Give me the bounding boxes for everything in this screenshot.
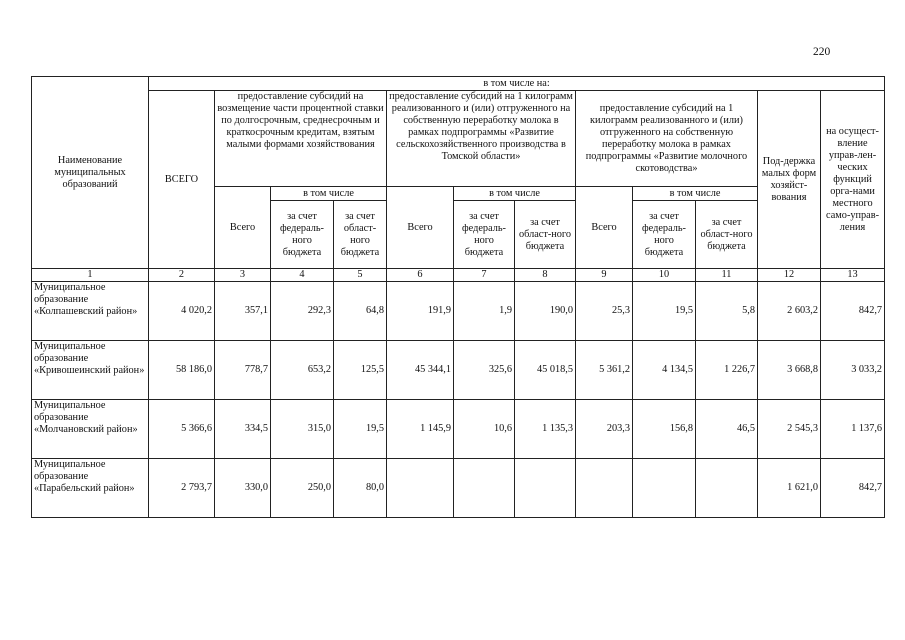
header-g2-all: Всего [387,187,454,269]
table-cell: 334,5 [215,400,271,459]
table-cell: 1 226,7 [696,341,758,400]
table-cell: 325,6 [454,341,515,400]
table-cell: 58 186,0 [149,341,215,400]
table-cell: 250,0 [271,459,334,518]
table-cell: 64,8 [334,282,387,341]
header-total: ВСЕГО [149,91,215,269]
table-cell: 46,5 [696,400,758,459]
table-cell: 19,5 [334,400,387,459]
header-support-small-farms: Под-держка малых форм хозяйст-вования [758,91,821,269]
table-cell: 45 018,5 [515,341,576,400]
column-number: 8 [515,269,576,282]
table-cell: 2 793,7 [149,459,215,518]
column-number: 11 [696,269,758,282]
table-cell: 80,0 [334,459,387,518]
table-cell [515,459,576,518]
table-cell: 25,3 [576,282,633,341]
table-cell: 1 145,9 [387,400,454,459]
header-g1-including: в том числе [271,187,387,201]
header-local-government: на осущест-вление управ-лен-ческих функций орга-нами местного само-управ-ления [821,91,885,269]
table-cell: 191,9 [387,282,454,341]
table-cell: 778,7 [215,341,271,400]
table-cell: 2 545,3 [758,400,821,459]
header-g3-federal: за счет федераль-ного бюджета [633,201,696,269]
table-cell: 1 137,6 [821,400,885,459]
table-cell: 330,0 [215,459,271,518]
column-number: 3 [215,269,271,282]
table-cell: 315,0 [271,400,334,459]
header-g3-including: в том числе [633,187,758,201]
table-cell: 3 033,2 [821,341,885,400]
table-cell: 5 366,6 [149,400,215,459]
header-g1-all: Всего [215,187,271,269]
column-number: 5 [334,269,387,282]
column-number: 7 [454,269,515,282]
table-row [32,459,885,518]
table-cell [696,459,758,518]
table-cell: 842,7 [821,282,885,341]
column-number: 2 [149,269,215,282]
table-cell: 1,9 [454,282,515,341]
municipality-name: Муниципальное образование «Парабельский район» [32,459,149,518]
column-number: 12 [758,269,821,282]
table-cell: 190,0 [515,282,576,341]
table-cell: 292,3 [271,282,334,341]
header-g1-federal: за счет федераль-ного бюджета [271,201,334,269]
header-including: в том числе на: [149,77,885,91]
table-cell [454,459,515,518]
table-cell [633,459,696,518]
municipality-name: Муниципальное образование «Молчановский район» [32,400,149,459]
header-group-milk-dairy: предоставление субсидий на 1 килограмм реализованного и (или) отгруженного на собственную переработку молока в рамках подпрограммы «Развитие молочного скотоводства» [576,91,758,187]
header-group-milk-agriculture: предоставление субсидий на 1 килограмм реализованного и (или) отгруженного на собственную переработку молока в рамках подпрограммы «Развитие сельскохозяйственного производства в Томской области» [387,91,576,187]
column-number: 4 [271,269,334,282]
budget-table [31,76,885,518]
header-g2-including: в том числе [454,187,576,201]
table-cell: 19,5 [633,282,696,341]
column-number: 6 [387,269,454,282]
table-row [32,341,885,400]
header-g3-all: Всего [576,187,633,269]
table-row [32,282,885,341]
column-number: 9 [576,269,633,282]
table-cell [387,459,454,518]
column-number: 10 [633,269,696,282]
table-cell: 3 668,8 [758,341,821,400]
table-cell: 1 135,3 [515,400,576,459]
table-cell: 45 344,1 [387,341,454,400]
table-cell: 10,6 [454,400,515,459]
header-g1-regional: за счет област-ного бюджета [334,201,387,269]
table-cell: 4 020,2 [149,282,215,341]
column-number: 1 [32,269,149,282]
table-cell: 357,1 [215,282,271,341]
table-cell: 653,2 [271,341,334,400]
table-cell: 2 603,2 [758,282,821,341]
municipality-name: Муниципальное образование «Кривошеинский район» [32,341,149,400]
table-cell: 156,8 [633,400,696,459]
table-cell: 842,7 [821,459,885,518]
table-row [32,400,885,459]
table-cell [576,459,633,518]
header-g2-federal: за счет федераль-ного бюджета [454,201,515,269]
table-cell: 5,8 [696,282,758,341]
header-g2-regional: за счет област-ного бюджета [515,201,576,269]
column-number: 13 [821,269,885,282]
municipality-name: Муниципальное образование «Колпашевский район» [32,282,149,341]
header-g3-regional: за счет област-ного бюджета [696,201,758,269]
table-cell: 203,3 [576,400,633,459]
header-municipality: Наименование муниципальных образований [32,77,149,269]
column-number-row [32,269,885,282]
table-cell: 5 361,2 [576,341,633,400]
page-number: 220 [813,46,831,58]
table-cell: 125,5 [334,341,387,400]
table-cell: 4 134,5 [633,341,696,400]
header-group-interest-subsidy: предоставление субсидий на возмещение части процентной ставки по долгосрочным, среднесрочным и краткосрочным кредитам, взятым малыми формами хозяйствования [215,91,387,187]
table-cell: 1 621,0 [758,459,821,518]
